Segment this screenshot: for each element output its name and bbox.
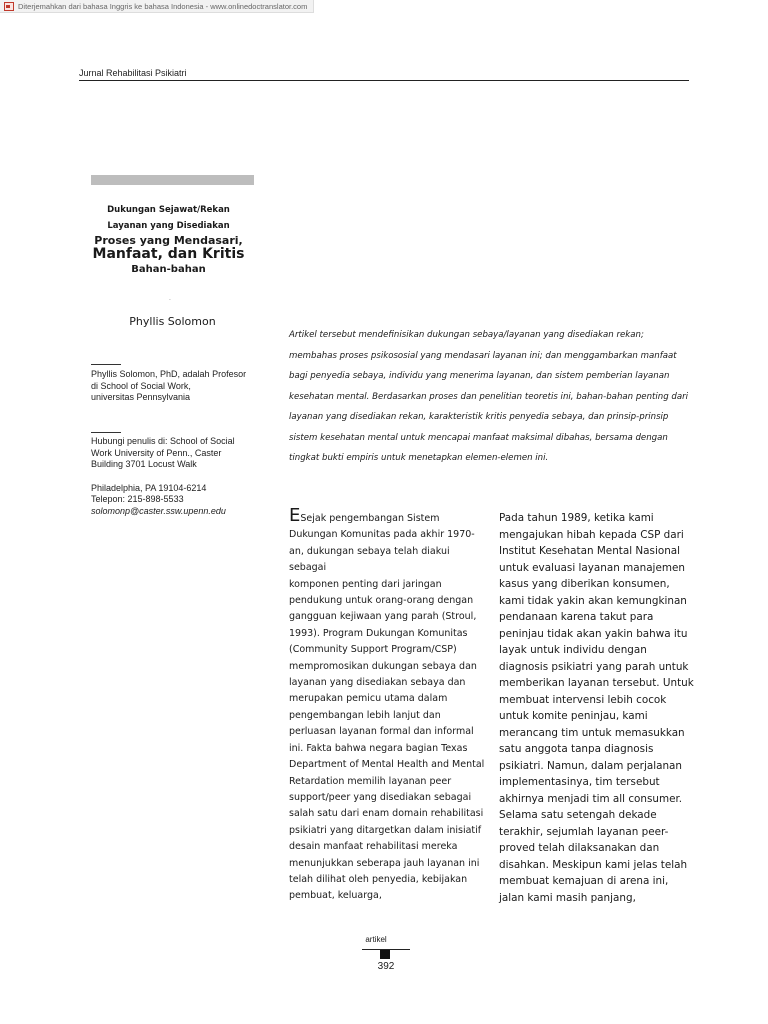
body-line: psikiatri. Namun, dalam perjalanan [499, 759, 682, 772]
body-column-right [499, 510, 699, 906]
body-line: telah dilihat oleh penyedia, kebijakan [289, 873, 468, 885]
body-line: merupakan pemicu utama dalam [289, 693, 448, 705]
body-line: Retardation memilih layanan peer [289, 775, 452, 787]
footer-square-marker [380, 950, 390, 959]
body-line: pembuat, keluarga, [289, 890, 382, 902]
body-line: disahkan. Meskipun kami jelas telah [499, 858, 688, 871]
abstract-line: bagi penyedia sebaya, individu yang menerima layanan, dan sistem pemberian layanan [289, 371, 670, 381]
body-line: (Community Support Program/CSP) [289, 644, 457, 656]
body-line: an, dukungan sebaya telah diakui sebagai [289, 545, 450, 574]
body-line: mengajukan hibah kepada CSP dari [499, 528, 684, 541]
body-line: memberikan layanan tersebut. Untuk [499, 677, 694, 689]
contact-line: Building 3701 Locust Walk [91, 459, 197, 469]
body-line: untuk evaluasi layanan manajemen [499, 561, 685, 574]
body-line: membuat intervensi lebih cocok [499, 693, 667, 706]
affiliation-line: Phyllis Solomon, PhD, adalah Profesor [91, 369, 247, 379]
author-affiliation [91, 369, 261, 404]
title-separator-dot: . [169, 295, 171, 302]
body-line: psikiatri yang ditargetkan dalam inisiatif [289, 824, 482, 836]
body-line: terakhir, sejumlah layanan peer- [499, 825, 669, 838]
affiliation-line: di School of Social Work, [91, 380, 191, 391]
header-rule [79, 80, 689, 81]
contact-email: solomonp@caster.ssw.upenn.edu [91, 505, 226, 516]
body-line: ini. Fakta bahwa negara bagian Texas [289, 742, 468, 754]
affiliation-line: universitas Pennsylvania [91, 392, 191, 402]
body-line: ESejak pengembangan Sistem [289, 505, 440, 526]
author-name: Phyllis Solomon [129, 315, 216, 328]
affiliation-rule [91, 364, 121, 365]
abstract [289, 325, 689, 469]
body-line: 1993). Program Dukungan Komunitas [289, 627, 468, 639]
body-line: kami tidak yakin akan kemungkinan [499, 594, 687, 607]
body-column-left [289, 505, 485, 905]
body-line: Institut Kesehatan Mental Nasional [499, 545, 681, 557]
title-line-2: Layanan yang Disediakan [107, 221, 230, 231]
footer-section-label: artikel [365, 935, 387, 944]
title-line-1: Dukungan Sejawat/Rekan [107, 205, 230, 215]
contact-phone: Telepon: 215-898-5533 [91, 494, 184, 504]
body-line: menunjukkan seberapa jauh layanan ini [289, 857, 480, 869]
abstract-line: kesehatan mental. Berdasarkan proses dan penelitian teoretis ini, bahan-bahan penting dari [289, 391, 689, 402]
body-line: peninjau tidak akan yakin bahwa itu [499, 627, 688, 640]
body-line: Pada tahun 1989, ketika kami [499, 512, 654, 524]
contact-line: Philadelphia, PA 19104-6214 [91, 482, 207, 493]
body-line: Department of Mental Health and Mental [289, 759, 485, 771]
body-line: akhirnya menjadi tim all consumer. [499, 792, 683, 805]
body-line: diagnosis psikiatri yang parah untuk [499, 660, 689, 673]
page-number: 392 [377, 961, 395, 972]
title-decor-bar [91, 175, 254, 185]
body-line: support/peer yang disediakan sebagai [289, 791, 472, 803]
body-line: mempromosikan dukungan sebaya dan [289, 660, 477, 672]
body-line: desain manfaat rehabilitasi mereka [289, 841, 458, 853]
body-line: pendukung untuk orang-orang dengan [289, 595, 474, 607]
body-line: pendanaan karena takut para [499, 611, 654, 623]
title-line-3: Proses yang Mendasari, [94, 234, 243, 247]
title-line-5: Bahan-bahan [131, 264, 206, 275]
body-line: satu anggota tanpa diagnosis [499, 743, 654, 755]
body-line: gangguan kejiwaan yang parah (Stroul, [289, 611, 477, 623]
title-line-4: Manfaat, dan Kritis [92, 246, 245, 262]
body-line: perluasan layanan formal dan informal [289, 726, 474, 738]
body-line: untuk komite peninjau, kami [499, 710, 648, 722]
translator-notice-text: Diterjemahkan dari bahasa Inggris ke bahasa Indonesia - www.onlinedoctranslator.com [18, 1, 308, 11]
contact-line: Work University of Penn., Caster [91, 447, 222, 458]
body-line: implementasinya, tim tersebut [499, 776, 660, 788]
abstract-line: layanan yang disediakan rekan, karakteristik kritis penyedia sebaya, dan prinsip-prinsip [289, 412, 669, 422]
body-line: Selama satu setengah dekade [499, 809, 657, 821]
body-line: layanan yang disediakan sebaya dan [289, 677, 466, 689]
contact-line: Hubungi penulis di: School of Social [91, 436, 235, 446]
article-title-block [91, 202, 246, 278]
abstract-line: tingkat bukti empiris untuk menetapkan elemen-elemen ini. [289, 453, 549, 463]
body-line: merancang tim untuk memasukkan [499, 726, 685, 739]
contact-rule [91, 432, 121, 433]
body-line: kasus yang diberikan konsumen, [499, 578, 670, 590]
translator-notice-bar [0, 0, 314, 13]
drop-cap: E [289, 505, 301, 526]
body-line: komponen penting dari jaringan [289, 578, 442, 590]
body-line: layak untuk individu dengan [499, 644, 647, 656]
body-line: jalan kami masih panjang, [499, 891, 636, 904]
author-contact [91, 436, 261, 517]
body-line: salah satu dari enam domain rehabilitasi [289, 808, 484, 820]
journal-title: Jurnal Rehabilitasi Psikiatri [79, 68, 187, 78]
body-line: Dukungan Komunitas pada akhir 1970- [289, 529, 475, 541]
body-line: proved telah dilaksanakan dan [499, 842, 660, 854]
abstract-line: membahas proses psikososial yang mendasari layanan ini; dan menggambarkan manfaat [289, 350, 677, 361]
abstract-line: sistem kesehatan mental untuk mencapai manfaat maksimal dibahas, bersama dengan [289, 432, 668, 443]
body-line: pengembangan lebih lanjut dan [289, 709, 441, 721]
document-translate-icon [4, 2, 14, 11]
abstract-line: Artikel tersebut mendefinisikan dukungan sebaya/layanan yang disediakan rekan; [289, 330, 644, 340]
body-line: membuat kemajuan di arena ini, [499, 875, 669, 887]
